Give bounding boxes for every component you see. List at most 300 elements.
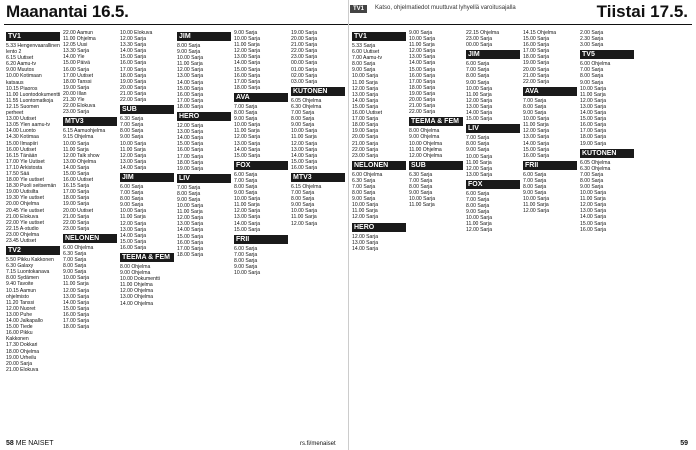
program-listing: 15.00 Sarja [234,226,261,233]
program-listing: 6.00 Sarja [234,171,258,178]
program-listing: 19.00 Sarja [352,128,379,135]
program-listing: 10.00 Sarja [523,196,550,203]
program-listing: 8.00 Sarja [466,141,490,148]
program-listing: 8.00 Sarja [523,183,547,190]
program-listing: 13.00 Sarja [177,221,204,228]
page-title-right: Tiistai 17.5. [596,2,688,21]
program-listing: 13.00 Uutiset [6,116,37,123]
program-listing: 15.00 Sarja [466,116,493,123]
program-listing: 17.00 Sarja [409,78,436,85]
program-listing: 18.00 Sarja [177,103,204,110]
program-listing: 15.00 Sarja [177,141,204,148]
program-listing: 15.00 Sarja [580,116,607,123]
program-listing: 18.00 Sarja [63,195,90,202]
program-listing: 12.00 Sarja [291,140,318,147]
program-listing: 19.00 Uutisilta [6,189,39,196]
program-listing: 13.00 Sarja [352,239,379,246]
program-listing: 10.00 Sarja [352,73,379,80]
program-listing: 19.00 Sarja [120,78,147,85]
channel-header: KUTONEN [580,149,634,158]
program-listing: 11.00 Sarja [352,79,378,86]
program-listing: 15.00 Sarja [177,85,204,92]
program-listing: 15.00 Sarja [523,146,550,153]
program-listing: 9.00 Sarja [409,30,433,36]
program-listing: 12.00 Nuoret [6,305,36,312]
program-listing: 8.00 Sarja [466,203,490,210]
program-listing: 16.00 Uutiset [352,110,383,117]
program-listing: 23.00 Sarja [352,152,379,159]
program-listing: 11.00 Sarja [63,281,89,288]
channel-header: AVA [523,87,577,96]
program-listing: 10.00 Sarja [234,122,261,129]
program-listing: 6.15 Aamuohjelma [63,128,106,135]
program-listing: 6.30 Sarja [352,177,376,184]
program-listing: 12.00 Sarja [523,208,550,215]
program-listing: 10.00 Sarja [120,208,147,215]
program-listing: 16.00 Sarja [523,42,550,49]
program-listing: 15.00 Tiede [6,324,33,331]
program-listing: 22.15 Ohjelma [466,30,500,36]
program-listing: 13.00 Sarja [120,226,147,233]
program-listing: 14.15 Ohjelma [523,30,557,36]
program-listing: 8.00 Sarja [234,110,258,117]
program-listing: 20.00 Sarja [523,66,550,73]
program-listing: 10.00 Sarja [234,36,261,43]
program-listing: 8.00 Sydämen [6,275,39,282]
program-listing: 16.00 Sarja [523,152,550,159]
schedule-column [120,30,174,438]
program-listing: 10.00 Sarja [177,55,204,62]
program-listing: 9.15 Ohjelma [63,134,94,141]
program-listing: 13.00 Sarja [291,146,318,153]
program-listing: 19.00 Sarja [523,60,550,67]
program-listing: 16.00 Sarja [177,147,204,154]
program-listing: 13.00 Sarja [580,103,607,110]
program-listing: 15.00 Sarja [409,66,436,73]
program-listing: 8.00 Sarja [63,263,87,270]
program-listing: 17.00 Sarja [177,97,204,104]
program-listing: 23.45 Uutiset [6,238,37,244]
program-listing: 11.00 Ohjelma [409,146,442,153]
program-listing: 14.00 Sarja [580,214,607,221]
program-listing: 10.00 Ohjelma [409,140,443,147]
footer-left-page: 58 [6,440,14,447]
program-listing: 19.00 Sarja [291,30,318,36]
program-listing: 18.00 Sarja [120,72,147,79]
program-listing: 9.00 Sarja [234,116,258,123]
program-listing: 14.00 Sarja [523,140,550,147]
program-listing: 9.00 Sarja [580,183,604,190]
program-listing: 8.00 Sarja [523,103,547,110]
schedule-column [409,30,463,438]
program-listing: 7.00 Sarja [177,184,201,191]
channel-header: JIM [120,173,174,182]
program-listing: 17.00 Sarja [63,318,90,325]
program-listing: 12.15 Suomen [6,103,40,110]
channel-header: MTV3 [63,117,117,126]
program-listing: 8.00 Sarja [580,73,604,80]
program-listing: 16.00 Sarja [177,239,204,246]
channel-header: HERO [177,112,231,121]
program-listing: 17.00 Yle Uutiset [6,158,45,165]
program-listing: 18.00 Sarja [234,84,261,91]
program-listing: 16.00 Sarja [234,72,261,79]
program-listing: 10.00 Sarja [466,215,493,222]
program-listing: 16.00 Uutiset [63,177,94,184]
program-listing: 14.00 Sarja [409,60,436,67]
program-listing: 10.00 Sarja [466,85,493,92]
program-listing: 15.00 Sarja [352,103,379,110]
channel-header: FOX [466,180,520,189]
program-listing: 7.00 Sarja [580,67,604,74]
program-listing: 18.00 Tanssi [63,78,92,85]
program-listing: 5.33 Hengenvaarallinen [6,43,60,49]
program-listing: 15.00 Sarja [177,233,204,240]
program-listing: 7.00 Sarja [234,251,258,258]
program-listing: 21.00 Sarja [63,213,90,220]
program-listing: 16.00 Sarja [120,60,147,67]
program-listing: 17.00 Sarja [580,128,607,135]
program-listing: ohjelmisto [6,293,29,300]
program-listing: 10.00 Sarja [291,128,318,135]
program-listing: 9.00 Ohjelma [409,134,440,141]
program-listing: 21.00 Sarja [409,103,436,110]
program-listing: 22.00 Sarja [409,109,436,116]
program-listing: 11.00 Sarja [120,146,146,153]
program-listing: 17.30 Dokkari [6,342,38,349]
program-listing: 6.20 Aamu-tv [6,61,37,68]
program-listing: 10.00 Sarja [234,270,261,277]
program-listing: 16.00 Sarja [63,311,90,318]
program-listing: 14.00 Sarja [234,60,261,67]
program-listing: 14.00 Sarja [120,164,147,171]
program-listing: 7.00 Sarja [409,177,433,184]
program-listing: 11.00 Sarja [291,134,317,141]
program-listing: 20.00 Uutiset [63,207,94,214]
program-listing: 9.00 Sarja [177,49,201,56]
program-listing: 6.05 Ohjelma [291,97,322,104]
program-listing: 19.00 Sarja [177,165,204,172]
program-listing: 14.00 Sarja [177,227,204,234]
program-listing: 16.00 Uutiset [6,146,37,153]
program-listing: 11.00 Ohjelma [120,282,153,289]
program-listing: 12.00 Sarja [580,97,607,104]
program-listing: 11.00 Sarja [291,214,317,221]
program-listing: 12.00 Ohjelma [120,288,154,295]
page-gutter [348,0,349,450]
program-listing: 22.00 Sarja [120,97,147,104]
program-listing: 9.00 Ohjelma [120,270,151,277]
program-listing: 19.00 Sarja [63,201,90,208]
program-listing: 7.00 Sarja [234,103,258,110]
program-listing: 7.00 Sarja [580,171,604,178]
program-listing: 12.05 Uusi [63,42,88,49]
program-listing: 2.00 Sarja [580,30,604,36]
program-listing: 11.00 Sarja [177,61,203,68]
channel-header: TV1 [6,32,60,41]
program-listing: 14.00 Sarja [63,299,90,306]
program-listing: 16.00 Sarja [120,244,147,251]
program-listing: 21.00 Sarja [352,140,379,147]
program-listing: 10.00 Sarja [523,116,550,123]
program-listing: 8.00 Sarja [177,190,201,197]
program-listing: 7.00 Sarja [63,257,87,264]
program-listing: 17.50 Sää [6,170,30,177]
program-listing: 12.00 Sarja [466,165,493,172]
program-listing: 10.00 Kotimaan [6,73,42,80]
program-listing: 21.30 Yle [63,97,85,104]
program-listing: 12.00 Sarja [352,214,379,221]
program-listing: 8.00 Sarja [580,177,604,184]
program-listing: 9.00 Sarja [177,196,201,203]
program-listing: 6.00 Sarja [523,171,547,178]
program-listing: 03.00 Sarja [291,78,318,85]
program-listing: 10.00 Sarja [291,208,318,215]
program-listing: 13.00 Ohjelma [120,294,154,301]
program-listing: 11.00 Sarja [466,221,492,228]
program-listing: 13.00 Sarja [409,54,436,61]
program-listing: 7.00 Sarja [523,177,547,184]
program-listing: 13.05 Ylen aamu-tv [6,122,51,129]
program-listing: 10.00 Sarja [409,196,436,203]
schedule-column [177,30,231,438]
program-listing: 14.00 Sarja [234,220,261,227]
program-listing: 6.05 Ohjelma [580,159,611,166]
program-listing: 21.00 Elokuva [6,366,39,373]
program-listing: 11.00 Sarja [234,202,260,209]
program-listing: 15.00 Sarja [580,220,607,227]
channel-header: JIM [177,32,231,41]
program-listing: 12.00 Ohjelma [409,152,443,159]
channel-header: SUB [409,161,463,170]
schedule-column [352,30,406,438]
program-listing: 22.00 Sarja [291,48,318,55]
channel-header: FOX [234,161,288,170]
program-listing: 15.00 Sarja [291,158,318,165]
program-listing: 9.00 Sarja [466,79,490,86]
program-listing: 21.00 Elokuva [6,213,39,220]
program-listing: 6.00 Sarja [466,190,490,197]
program-listing: 10.00 Sarja [352,202,379,209]
program-listing: 11.00 Sarja [580,196,606,203]
program-listing: 6.15 Uutiset [6,55,34,62]
channel-header: HERO [352,223,406,232]
program-listing: 6.30 Sarja [409,171,433,178]
program-listing: katsaus [6,79,24,86]
program-listing: 12.00 Sarja [120,36,147,43]
program-listing: 12.00 Sarja [234,208,261,215]
program-listing: 23.00 Sarja [63,225,90,232]
program-listing: 14.30 Kotimaa [6,134,39,141]
program-listing: 13.00 Sarja [234,214,261,221]
program-listing: 9.00 Sarja [523,110,547,117]
program-listing: 16.15 Tänään [6,152,38,159]
channel-header: AVA [234,93,288,102]
program-listing: 15.00 Sarja [234,66,261,73]
program-listing: 15.00 Sarja [234,152,261,159]
program-listing: 23.00 Sarja [291,54,318,61]
header-tagline: Katso, ohjelmatiedot muuttuvat lyhyellä varoitusajalla [375,5,516,11]
program-listing: 15.00 Sarja [120,238,147,245]
program-listing: 7.00 Sarja [291,110,315,117]
program-listing: 9.00 Sarja [234,30,258,36]
program-listing: 17.00 Uutiset [63,72,94,79]
program-listing: 18.00 Yle uutiset [6,177,44,184]
program-listing: 9.00 Sarja [352,67,376,74]
program-listing: 14.00 Luonto [6,128,36,135]
program-listing: 6.30 Sarja [120,116,144,123]
program-listing: 20.00 Ohjelma [6,201,40,208]
program-listing: 7.00 Sarja [352,183,376,190]
program-listing: 14.00 Sarja [352,97,379,104]
footer-left-label: ME NAISET [15,440,54,447]
program-listing: 9.00 Sarja [409,190,433,197]
program-listing: 13.00 Sarja [466,171,493,178]
program-listing: 8.00 Sarja [466,73,490,80]
program-listing: 10.00 Sarja [120,140,147,147]
program-listing: 9.40 Tavoite [6,281,34,288]
program-listing: 11.00 Sarja [120,214,146,221]
program-listing: 12.00 Sarja [177,215,204,222]
program-listing: 15.00 Sarja [523,36,550,43]
program-listing: 11.00 Sarja [234,128,260,135]
program-listing: 17.00 Sarja [120,66,147,73]
program-listing: 12.00 Sarja [352,85,379,92]
program-listing: 8.00 Sarja [120,128,144,135]
program-listing: 13.00 Ohjelma [63,158,97,165]
program-listing: 22.00 Yle uutiset [6,219,44,226]
program-listing: 14.00 Ohjelma [120,300,154,307]
channel-header: TEEMA & FEM [120,253,174,262]
program-listing: 11.00 Sarja [352,208,378,215]
program-listing: 8.00 Sarja [291,116,315,123]
program-listing: 21.00 Sarja [291,42,318,49]
channel-header: TV2 [6,246,60,255]
program-listing: 5.50 Pikku Kakkonen [6,257,54,264]
program-listing: 13.00 Sarja [523,134,550,141]
program-listing: 20.00 Sarja [409,97,436,104]
program-listing: 17.10 Arkistosta [6,164,43,171]
program-listing: 14.00 Sarja [580,110,607,117]
program-listing: 7.00 Sarja [523,97,547,104]
schedule-column [580,30,634,438]
program-listing: 22.15 A-studio [6,225,39,232]
program-listing: perheet [6,110,24,117]
program-listing: 17.00 Sarja [63,189,90,196]
program-listing: 19.00 Sarja [580,140,607,147]
schedule-column [63,30,117,438]
program-listing: 12.00 Sarja [409,48,436,55]
program-listing: 9.00 Sarja [234,264,258,270]
program-listing: 20.45 Yle uutiset [6,207,44,214]
program-listing: 17.00 Sarja [177,245,204,252]
program-listing: 11.00 Sarja [63,146,89,153]
program-listing: 19.00 Sarja [63,84,90,91]
program-listing: 18.00 Sarja [63,324,90,331]
program-listing: 14.00 Sarja [177,79,204,86]
program-listing: 18.00 Sarja [580,134,607,141]
program-listing: 13.00 Sarja [234,140,261,147]
program-listing: 15.00 Sarja [63,170,90,177]
program-listing: 12.00 Talk show [63,152,100,159]
program-listing: 14.00 Sarja [177,135,204,142]
program-listing: 02.00 Sarja [291,72,318,79]
program-listing: 23.00 Sarja [63,109,90,116]
program-listing: 7.00 Sarja [466,135,490,142]
channel-header: TV1 [352,32,406,41]
program-listing: 16.00 Sarja [580,122,607,129]
schedule-column [234,30,288,438]
program-listing: 11.00 Sarja [466,159,492,166]
program-listing: 8.00 Sarja [352,190,376,197]
channel-header: FRII [234,235,288,244]
program-listing: 6.00 Ohjelma [580,61,611,68]
program-listing: 16.00 Sarja [580,226,607,233]
program-listing: 11.00 Sarja [409,202,435,209]
program-listing: 21.00 Sarja [523,72,550,79]
program-listing: 13.00 Sarja [352,91,379,98]
program-listing: 9.00 Sarja [523,190,547,197]
program-listing: 9.00 Sarja [291,202,315,209]
program-listing: 20.00 Illan [63,90,87,97]
program-listing: 7.00 Sarja [466,196,490,203]
program-listing: 8.00 Sarja [234,183,258,190]
program-listing: lento 2 [6,49,22,56]
program-listing: 13.00 Sarja [580,208,607,215]
channel-header: TV5 [580,50,634,59]
program-listing: 9.00 Sarja [466,147,490,154]
channel-header: MTV3 [291,173,345,182]
program-listing: 11.20 Tanssi [6,299,35,306]
channel-header: NELONEN [352,161,406,170]
program-listing: 7.00 Sarja [466,67,490,74]
program-listing: 19.00 Urheilu [6,354,37,361]
program-listing: 9.00 Sarja [580,79,604,86]
program-listing: 12.00 Sarja [523,128,550,135]
footer-right-page: 59 [680,440,688,447]
program-listing: 18.00 Sarja [177,251,204,258]
program-listing: 10.00 Sarja [580,190,607,197]
program-listing: 7.00 Aamu-tv [352,55,383,62]
program-listing: 15.00 Sarja [63,305,90,312]
program-listing: 20.00 Sarja [291,36,318,43]
program-listing: 16.00 Sarja [409,72,436,79]
program-listing: 14.00 Sarja [120,48,147,55]
channel-header: FRII [523,161,577,170]
program-listing: 18.30 Puoli seitsemän [6,183,57,190]
program-listing: 13.00 Puhe [6,311,33,318]
program-listing: 9.00 Sarja [352,196,376,203]
schedule-column [466,30,520,438]
channel-header: LIV [466,124,520,133]
program-listing: 8.00 Sarja [352,61,376,68]
program-listing: 17.00 Sarja [234,78,261,85]
program-listing: 6.00 Uutiset [352,49,380,56]
schedule-column [523,30,577,438]
program-listing: 12.00 Sarja [234,48,261,55]
program-listing: 11.00 Sarja [523,122,549,129]
program-listing: 11.00 Sarja [234,42,260,49]
program-listing: 7.00 Sarja [120,190,144,197]
program-listing: 12.00 Sarja [291,220,318,227]
program-listing: 16.00 Pikku [6,330,33,337]
program-listing: 18.00 Ohjelma [6,348,40,355]
program-listing: 9.00 Sarja [120,134,144,141]
program-listing: 13.00 Sarja [177,73,204,80]
program-listing: 14.00 Sarja [63,164,90,171]
channel-header: TEEMA & FEM [409,117,463,126]
program-listing: 8.00 Sarja [409,183,433,190]
